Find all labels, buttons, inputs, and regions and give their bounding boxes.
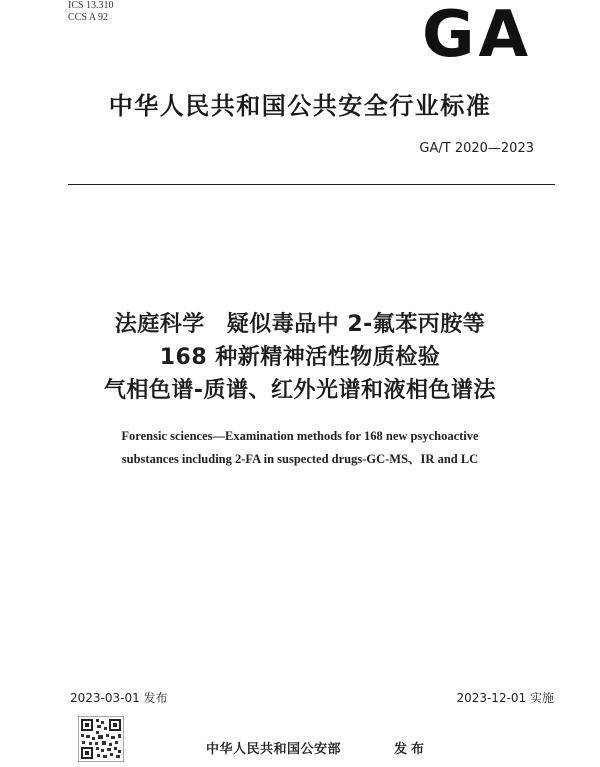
cn-title-line2: 168 种新精神活性物质检验	[159, 345, 441, 370]
en-title-line2: substances including 2-FA in suspected drugs-GC-MS、IR and LC	[121, 452, 479, 466]
cn-title-line3: 气相色谱-质谱、红外光谱和液相色谱法	[103, 378, 497, 403]
issue-date: 2023-03-01 发布	[70, 691, 168, 705]
cn-title-line1	[0, 307, 600, 338]
standard-number: GA/T 2020—2023	[419, 141, 534, 156]
classification-codes	[68, 0, 114, 24]
qr-code-icon	[78, 716, 124, 762]
cn-title-line1-part-b: 疑似毒品中 2-氟苯丙胺等	[226, 312, 486, 337]
issuer-name: 中华人民共和国公安部	[206, 742, 342, 757]
implement-date: 2023-12-01 实施	[456, 691, 554, 705]
divider	[68, 184, 555, 185]
standard-title: 中华人民共和国公共安全行业标准	[108, 92, 492, 120]
cn-title-line1-part-a: 法庭科学	[114, 312, 205, 337]
issuer-action: 发布	[394, 742, 429, 757]
ga-logo: GA	[421, 0, 532, 72]
qr-code-graphic	[78, 716, 124, 762]
ics-code: ICS 13.310	[68, 0, 114, 11]
en-title-line1: Forensic sciences—Examination methods for 168 new psychoactive	[121, 429, 479, 443]
ccs-code: CCS A 92	[68, 12, 109, 23]
